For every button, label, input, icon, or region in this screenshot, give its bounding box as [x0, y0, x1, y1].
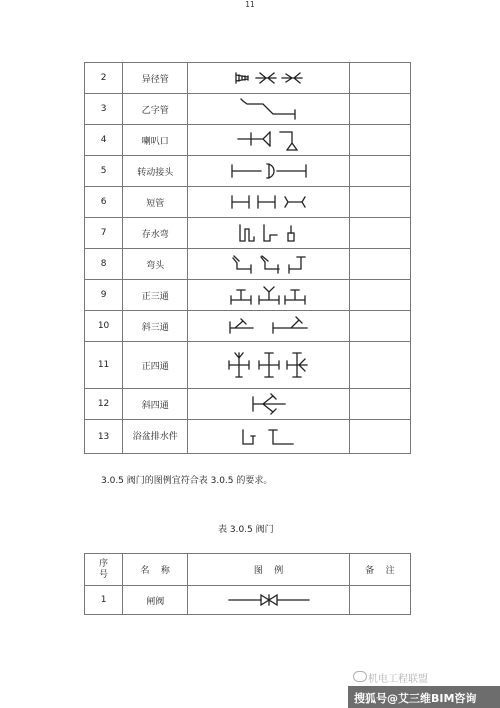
gate-valve-symbol-icon — [227, 592, 311, 608]
fitting-name: 转动接头 — [123, 156, 188, 187]
fitting-name: 斜四通 — [123, 389, 188, 420]
note-cell — [349, 280, 410, 311]
header-note: 备 注 — [349, 554, 410, 586]
row-number: 5 — [85, 156, 123, 187]
note-cell — [349, 586, 410, 615]
table-row — [85, 63, 411, 94]
valve-name: 闸阀 — [123, 586, 188, 615]
cross-symbol-icon — [227, 349, 311, 381]
note-cell — [349, 311, 410, 342]
row-number: 13 — [85, 420, 123, 454]
short-pipe-symbol-icon — [229, 193, 309, 211]
table-row — [85, 342, 411, 389]
note-cell — [349, 420, 410, 454]
elbow-symbol-icon — [229, 253, 309, 275]
note-cell — [349, 63, 410, 94]
row-number: 11 — [85, 342, 123, 389]
pipe-fittings-table — [84, 62, 411, 454]
clause-note: 3.0.5 阀门的图例宜符合表 3.0.5 的要求。 — [101, 476, 273, 486]
row-number: 12 — [85, 389, 123, 420]
fitting-name: 乙字管 — [123, 94, 188, 125]
table-row — [85, 156, 411, 187]
tee-symbol-icon — [229, 284, 309, 306]
wye-symbol-icon — [227, 315, 311, 337]
fitting-name: 短管 — [123, 187, 188, 218]
oblique-cross-symbol-icon — [249, 391, 289, 417]
trap-symbol-icon — [236, 221, 302, 245]
fitting-name: 正四通 — [123, 342, 188, 389]
note-cell — [349, 94, 410, 125]
fitting-name: 正三通 — [123, 280, 188, 311]
row-number: 3 — [85, 94, 123, 125]
fitting-name: 异径管 — [123, 63, 188, 94]
table-row — [85, 125, 411, 156]
row-number: 10 — [85, 311, 123, 342]
note-cell — [349, 342, 410, 389]
note-cell — [349, 187, 410, 218]
table-row — [85, 187, 411, 218]
reducer-symbol-icon — [234, 70, 304, 86]
row-number: 8 — [85, 249, 123, 280]
note-cell — [349, 389, 410, 420]
table-row — [85, 311, 411, 342]
note-cell — [349, 218, 410, 249]
table-header-row — [85, 554, 411, 586]
watermark-top: 机电工程联盟 — [368, 674, 428, 685]
table-row — [85, 94, 411, 125]
note-cell — [349, 249, 410, 280]
table-row — [85, 586, 411, 615]
row-number: 2 — [85, 63, 123, 94]
swivel-joint-symbol-icon — [229, 160, 309, 182]
header-symbol: 图 例 — [188, 554, 349, 586]
row-number: 4 — [85, 125, 123, 156]
note-cell — [349, 156, 410, 187]
fitting-name: 斜三通 — [123, 311, 188, 342]
note-cell — [349, 125, 410, 156]
bathtub-drain-symbol-icon — [239, 426, 299, 448]
table-row — [85, 218, 411, 249]
valve-table — [84, 553, 411, 615]
bell-mouth-symbol-icon — [236, 128, 302, 152]
table-caption: 表 3.0.5 阀门 — [218, 525, 274, 535]
table-row — [85, 280, 411, 311]
watermark-text: 搜狐号@艾三维BIM咨询 — [354, 692, 477, 705]
table-row — [85, 249, 411, 280]
header-no: 序号 — [85, 554, 123, 586]
page-number: 11 — [245, 0, 255, 9]
header-name: 名 称 — [123, 554, 188, 586]
row-number: 9 — [85, 280, 123, 311]
fitting-name: 喇叭口 — [123, 125, 188, 156]
fitting-name: 存水弯 — [123, 218, 188, 249]
table-row — [85, 389, 411, 420]
row-number: 1 — [85, 586, 123, 615]
watermark-bar — [348, 686, 500, 708]
fitting-name: 浴盆排水件 — [123, 420, 188, 454]
chat-bubble-icon — [353, 671, 367, 682]
table-row — [85, 420, 411, 454]
offset-pipe-symbol-icon — [239, 98, 299, 120]
fitting-name: 弯头 — [123, 249, 188, 280]
row-number: 7 — [85, 218, 123, 249]
row-number: 6 — [85, 187, 123, 218]
